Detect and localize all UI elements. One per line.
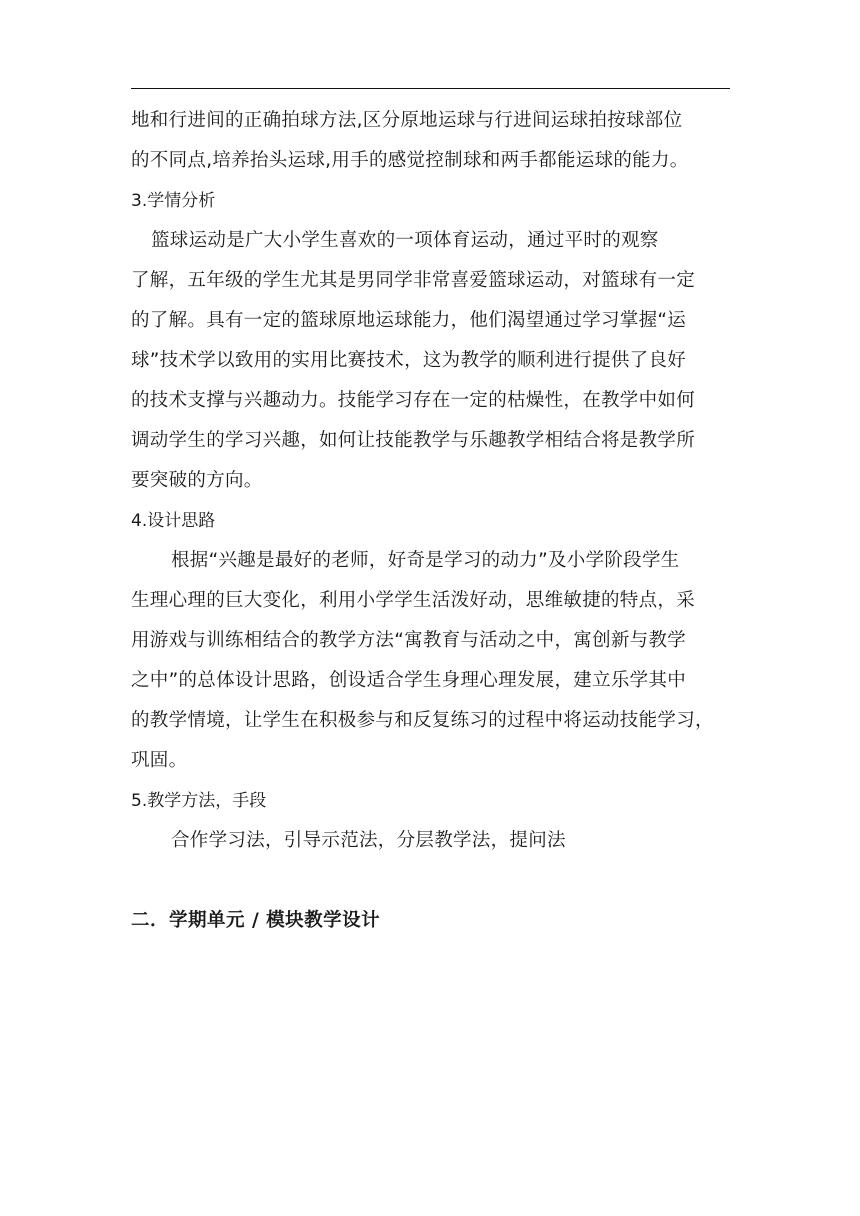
section-5-heading: 5.教学方法，手段 [131, 791, 267, 811]
section-4-line: 根据“兴趣是最好的老师，好奇是学习的动力”及小学阶段学生 [171, 550, 680, 571]
section-3-line: 的了解。具有一定的篮球原地运球能力，他们渴望通过学习掌握“运 [131, 310, 687, 331]
intro-line-2: 的不同点,培养抬头运球,用手的感觉控制球和两手都能运球的能力。 [131, 150, 689, 171]
section-3-line: 篮球运动是广大小学生喜欢的一项体育运动，通过平时的观察 [151, 230, 659, 251]
section-4-line: 的教学情境，让学生在积极参与和反复练习的过程中将运动技能学习， [131, 710, 714, 731]
section-3-line: 调动学生的学习兴趣，如何让技能教学与乐趣教学相结合将是教学所 [131, 430, 696, 451]
section-3-heading: 3.学情分析 [131, 191, 216, 211]
section-4-heading: 4.设计思路 [131, 511, 216, 531]
section-3-line: 要突破的方向。 [131, 470, 263, 491]
spacer [131, 861, 731, 901]
section-3-line: 了解，五年级的学生尤其是男同学非常喜爱篮球运动，对篮球有一定 [131, 270, 696, 291]
document-body [131, 101, 731, 941]
section-5-line: 合作学习法，引导示范法，分层教学法，提问法 [171, 830, 566, 851]
section-3-line: 球”技术学以致用的实用比赛技术，这为教学的顺利进行提供了良好 [131, 350, 687, 371]
header-rule [131, 88, 730, 89]
section-3-line: 的技术支撑与兴趣动力。技能学习存在一定的枯燥性，在教学中如何 [131, 390, 696, 411]
intro-line-1: 地和行进间的正确拍球方法,区分原地运球与行进间运球拍按球部位 [131, 110, 683, 131]
section-4-line: 生理心理的巨大变化，利用小学学生活泼好动，思维敏捷的特点，采 [131, 590, 696, 611]
section-4-line: 巩固。 [131, 750, 188, 771]
section-4-line: 用游戏与训练相结合的教学方法“寓教育与活动之中，寓创新与教学 [131, 630, 687, 651]
section-4-line: 之中”的总体设计思路，创设适合学生身理心理发展，建立乐学其中 [131, 670, 687, 691]
part-2-title: 二．学期单元 / 模块教学设计 [131, 910, 381, 931]
